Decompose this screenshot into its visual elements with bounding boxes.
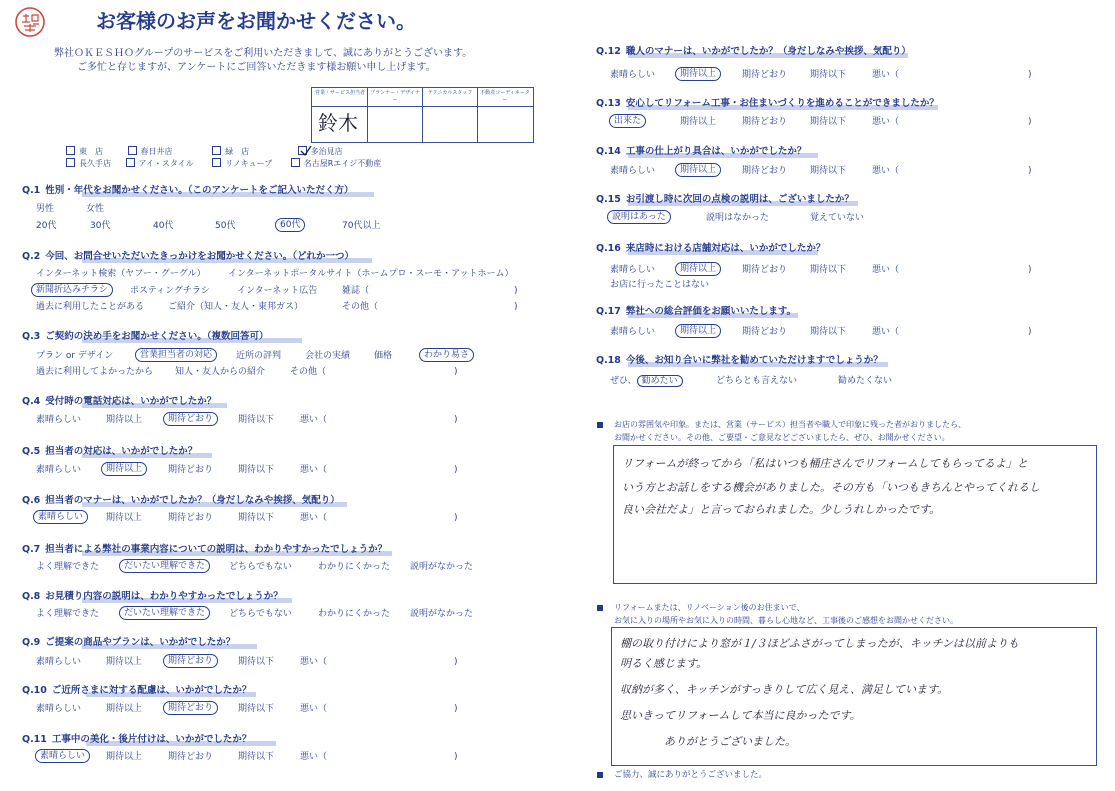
q11-option[interactable]: 期待以下 bbox=[238, 752, 275, 762]
comment2-line: ありがとうございました。 bbox=[664, 735, 796, 748]
question-q10: Q.10 ご近所さまに対する配慮は、いかがでしたか？ bbox=[22, 685, 252, 696]
staff-table bbox=[311, 87, 534, 143]
comment2-box[interactable] bbox=[611, 627, 1097, 766]
question-q11: Q.11 工事中の美化・後片付けは、いかがでしたか？ bbox=[22, 734, 252, 745]
comment1-prompt-1: お店の雰囲気や印象。または、営業（サービス）担当者や職人で印象に残った者がおりましたら、 bbox=[614, 420, 966, 429]
q9-option[interactable]: 素晴らしい bbox=[36, 657, 82, 667]
store-check-mark bbox=[300, 142, 312, 154]
question-q12: Q.12 職人のマナーは、いかがでしたか？（身だしなみや挨拶、気配り） bbox=[596, 46, 911, 57]
q13-option[interactable]: 期待以上 bbox=[680, 117, 717, 127]
comment2-line: 棚の取り付けにより窓が１/３ほどふさがってしまったが、キッチンは以前よりも bbox=[620, 637, 1019, 650]
q14-option-selected[interactable]: 期待以上 bbox=[675, 163, 721, 177]
q7-option[interactable]: 説明がなかった bbox=[410, 562, 474, 572]
q3-option[interactable]: 知人・友人からの紹介 bbox=[175, 367, 266, 377]
q9-option[interactable]: 期待以下 bbox=[238, 657, 275, 667]
q8-option[interactable]: よく理解できた bbox=[36, 609, 100, 619]
q15-option[interactable]: 説明はなかった bbox=[706, 213, 770, 223]
comment2-prompt-2: お気に入りの場所やお気に入りの時間、暮らし心地など、工事後のご感想をお聞かせください。 bbox=[614, 616, 958, 625]
q8-option[interactable]: 説明がなかった bbox=[410, 609, 474, 619]
q12-option[interactable]: 期待どおり bbox=[742, 70, 788, 80]
q13-option[interactable]: 期待どおり bbox=[742, 117, 788, 127]
q8-option-selected[interactable]: だいたい理解できた bbox=[119, 606, 210, 620]
q16-option-selected[interactable]: 期待以上 bbox=[675, 262, 721, 276]
q2-option[interactable]: ポスティングチラシ bbox=[130, 286, 210, 296]
q16-option[interactable]: 期待どおり bbox=[742, 265, 788, 275]
q1-option-selected[interactable]: 60代 bbox=[275, 218, 305, 232]
comment1-box[interactable] bbox=[613, 445, 1097, 584]
q11-option[interactable]: 期待どおり bbox=[168, 752, 214, 762]
q7-option[interactable]: よく理解できた bbox=[36, 562, 100, 572]
q1-option[interactable]: 女性 bbox=[86, 204, 105, 214]
seal-stamp-icon bbox=[14, 6, 46, 38]
q8-option[interactable]: どちらでもない bbox=[229, 609, 292, 619]
comment2-line: 収納が多く、キッチンがすっきりして広く見え、満足しています。 bbox=[620, 683, 949, 696]
q3-option-selected[interactable]: 営業担当者の対応 bbox=[135, 348, 217, 362]
q6-option[interactable]: 悪い（ bbox=[300, 513, 328, 523]
q12-option[interactable]: 期待以下 bbox=[810, 70, 847, 80]
q18-option[interactable]: 勧めたくない bbox=[838, 376, 893, 386]
q3-option[interactable]: 会社の実績 bbox=[305, 351, 351, 361]
question-q9: Q.9 ご提案の商品やプランは、いかがでしたか？ bbox=[22, 637, 236, 648]
q2-option[interactable]: インターネットポータルサイト（ホームプロ・スーモ・アットホーム） bbox=[228, 269, 514, 279]
staff-header-sales: 営業・サービス担当者 bbox=[314, 90, 365, 96]
q16-option[interactable]: 期待以下 bbox=[810, 265, 847, 275]
q2-option[interactable]: ご紹介（知人・友人・東邦ガス） bbox=[168, 302, 304, 312]
q2-option[interactable]: その他（ bbox=[342, 302, 379, 312]
q6-option-selected[interactable]: 素晴らしい bbox=[33, 510, 88, 524]
square-bullet-icon bbox=[597, 422, 603, 428]
q18-option[interactable]: どちらとも言えない bbox=[716, 376, 798, 386]
q11-option[interactable]: 期待以上 bbox=[106, 752, 143, 762]
q14-option[interactable]: 期待どおり bbox=[742, 166, 788, 176]
q6-option[interactable]: 期待どおり bbox=[168, 513, 214, 523]
q3-option-selected-2[interactable]: わかり易さ bbox=[419, 348, 474, 362]
question-q15: Q.15 お引渡し時に次回の点検の説明は、ございましたか？ bbox=[596, 194, 854, 205]
comment2-line: 明るく感じます。 bbox=[620, 657, 708, 670]
question-q3: Q.3 ご契約の決め手をお聞かせください。（複数回答可） bbox=[22, 331, 269, 342]
store-row-1: 東 店 春日井店 緑 店 多治見店 bbox=[66, 146, 343, 158]
q14-option[interactable]: 素晴らしい bbox=[610, 166, 656, 176]
store-row-2: 長久手店 アイ・スタイル リノキューブ 名古屋Rエイジ不動産 bbox=[66, 158, 381, 170]
question-q1: Q.1 性別・年代をお聞かせください。（このアンケートをご記入いただく方） bbox=[22, 185, 354, 196]
q4-option[interactable]: 悪い（ bbox=[300, 415, 328, 425]
q17-option[interactable]: 悪い（ bbox=[872, 327, 900, 337]
q1-option[interactable]: 男性 bbox=[36, 204, 55, 214]
q10-option[interactable]: 悪い（ bbox=[300, 704, 328, 714]
q15-option-selected[interactable]: 説明はあった bbox=[607, 210, 671, 224]
q13-option[interactable]: 悪い（ bbox=[872, 117, 900, 127]
q2-option-selected[interactable]: 新聞折込みチラシ bbox=[31, 283, 113, 297]
q3-option[interactable]: 価格 bbox=[374, 351, 393, 361]
footer-thanks: ご協力、誠にありがとうございました。 bbox=[614, 770, 768, 780]
q4-option[interactable]: 期待以上 bbox=[106, 415, 143, 425]
q12-option-selected[interactable]: 期待以上 bbox=[675, 67, 721, 81]
q2-option[interactable]: インターネット広告 bbox=[237, 286, 318, 296]
q3-option[interactable]: その他（ bbox=[290, 367, 327, 377]
q14-option[interactable]: 悪い（ bbox=[872, 166, 900, 176]
q1-option[interactable]: 20代 bbox=[36, 221, 57, 231]
q12-option[interactable]: 悪い（ bbox=[872, 70, 900, 80]
q7-option[interactable]: どちらでもない bbox=[229, 562, 292, 572]
question-q5: Q.5 担当者の対応は、いかがでしたか？ bbox=[22, 446, 198, 457]
q2-option[interactable]: 雑誌（ bbox=[342, 286, 370, 296]
q9-option-selected[interactable]: 期待どおり bbox=[163, 654, 218, 668]
comment2-line: 思いきってリフォームして本当に良かったです。 bbox=[620, 709, 861, 722]
staff-header-realestate: 不動産コーディネーター bbox=[480, 90, 530, 103]
question-q2: Q.2 今回、お問合せいただいたきっかけをお聞かせください。（どれか一つ） bbox=[22, 251, 355, 262]
q10-option[interactable]: 期待以下 bbox=[238, 704, 275, 714]
q3-option[interactable]: 近所の評判 bbox=[236, 351, 282, 361]
comment1-line: 良い会社だよ」と言っておられました。少しうれしかったです。 bbox=[622, 503, 941, 516]
q5-option[interactable]: 悪い（ bbox=[300, 465, 328, 475]
q17-option[interactable]: 素晴らしい bbox=[610, 327, 656, 337]
q6-option[interactable]: 期待以上 bbox=[106, 513, 143, 523]
q5-option-selected[interactable]: 期待以上 bbox=[101, 462, 147, 476]
question-q7: Q.7 担当者による弊社の事業内容についての説明は、わかりやすかったでしょうか？ bbox=[22, 544, 388, 555]
square-bullet-icon bbox=[597, 772, 603, 778]
q16-option[interactable]: 素晴らしい bbox=[610, 265, 656, 275]
q7-option-selected[interactable]: だいたい理解できた bbox=[119, 559, 210, 573]
staff-value-sales: 鈴木 bbox=[318, 111, 358, 135]
q4-option[interactable]: 期待以下 bbox=[238, 415, 275, 425]
q9-option[interactable]: 期待以上 bbox=[106, 657, 143, 667]
question-q16: Q.16 来店時における店舗対応は、いかがでしたか？ bbox=[596, 243, 826, 254]
q10-option-selected[interactable]: 期待どおり bbox=[163, 701, 218, 715]
q2-option[interactable]: インターネット検索（ヤフー・グーグル） bbox=[36, 269, 206, 279]
q6-option[interactable]: 期待以下 bbox=[238, 513, 275, 523]
q4-option[interactable]: 素晴らしい bbox=[36, 415, 82, 425]
question-q6: Q.6 担当者のマナーは、いかがでしたか？（身だしなみや挨拶、気配り） bbox=[22, 495, 340, 506]
q18-option-selected[interactable]: ぜひ、 勧めたい bbox=[610, 375, 683, 387]
question-q17: Q.17 弊社への総合評価をお願いいたします。 bbox=[596, 306, 797, 317]
question-q8: Q.8 お見積り内容の説明は、わかりやすかったでしょうか？ bbox=[22, 591, 283, 602]
q1-option[interactable]: 70代以上 bbox=[342, 221, 381, 231]
question-q14: Q.14 工事の仕上がり具合は、いかがでしたか？ bbox=[596, 146, 807, 157]
q11-option-selected[interactable]: 素晴らしい bbox=[35, 749, 90, 763]
staff-header-technical: テクニカルスタッフ bbox=[427, 90, 473, 96]
q1-option[interactable]: 40代 bbox=[153, 221, 174, 231]
comment1-line: いう方とお話しをする機会がありました。その方も「いつもきちんとやってくれるし bbox=[622, 481, 1040, 494]
square-bullet-icon bbox=[597, 605, 603, 611]
q15-option[interactable]: 覚えていない bbox=[810, 213, 865, 223]
intro-line-1: 弊社ＯＫＥＳＨＯグループのサービスをご利用いただきまして、誠にありがとうございます。 bbox=[54, 48, 473, 59]
q13-option-selected[interactable]: 出来た bbox=[609, 114, 646, 128]
page-title: お客様のお声をお聞かせください。 bbox=[96, 9, 416, 33]
comment2-prompt-1: リフォームまたは、リノベーション後のお住まいで、 bbox=[614, 603, 805, 612]
q17-option[interactable]: 期待以下 bbox=[810, 327, 847, 337]
staff-header-planner: プランナー・デザイナー bbox=[370, 90, 420, 103]
q14-option[interactable]: 期待以下 bbox=[810, 166, 847, 176]
q1-option[interactable]: 30代 bbox=[90, 221, 111, 231]
q16-option[interactable]: 悪い（ bbox=[872, 265, 900, 275]
q3-option[interactable]: プラン or デザイン bbox=[36, 351, 114, 361]
q16-option[interactable]: お店に行ったことはない bbox=[610, 280, 710, 290]
intro-line-2: ご多忙と存じますが、アンケートにご回答いただきます様お願い申し上げます。 bbox=[77, 62, 436, 73]
q4-option-selected[interactable]: 期待どおり bbox=[163, 412, 218, 426]
q2-option[interactable]: 過去に利用したことがある bbox=[36, 302, 145, 312]
q12-option[interactable]: 素晴らしい bbox=[610, 70, 656, 80]
comment1-prompt-2: お聞かせください。その他、ご要望・ご意見などございましたら、ぜひ、お聞かせください。 bbox=[614, 433, 950, 442]
question-q18: Q.18 今後、お知り合いに弊社を勧めていただけますでしょうか？ bbox=[596, 355, 883, 366]
q3-option[interactable]: 過去に利用してよかったから bbox=[36, 367, 154, 377]
q7-option[interactable]: わかりにくかった bbox=[318, 562, 391, 572]
q10-option[interactable]: 期待以上 bbox=[106, 704, 143, 714]
q1-option[interactable]: 50代 bbox=[215, 221, 236, 231]
q5-option[interactable]: 期待どおり bbox=[168, 465, 214, 475]
q10-option[interactable]: 素晴らしい bbox=[36, 704, 82, 714]
q5-option[interactable]: 期待以下 bbox=[238, 465, 275, 475]
q5-option[interactable]: 素晴らしい bbox=[36, 465, 82, 475]
q11-option[interactable]: 悪い（ bbox=[300, 752, 328, 762]
q17-option-selected[interactable]: 期待以上 bbox=[675, 324, 721, 338]
q8-option[interactable]: わかりにくかった bbox=[318, 609, 391, 619]
question-q4: Q.4 受付時の電話対応は、いかがでしたか？ bbox=[22, 396, 217, 407]
q13-option[interactable]: 期待以下 bbox=[810, 117, 847, 127]
q9-option[interactable]: 悪い（ bbox=[300, 657, 328, 667]
question-q13: Q.13 安心してリフォーム工事・お住まいづくりを進めることができましたか？ bbox=[596, 98, 939, 109]
q17-option[interactable]: 期待どおり bbox=[742, 327, 788, 337]
comment1-line: リフォームが終ってから「私はいつも桶庄さんでリフォームしてもらってるよ」と bbox=[622, 457, 1028, 470]
